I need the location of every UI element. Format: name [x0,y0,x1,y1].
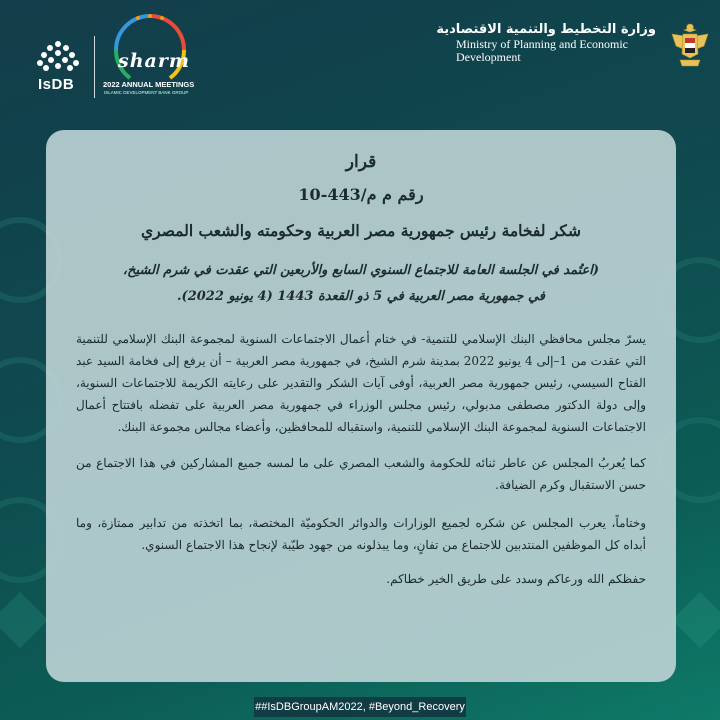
hashtag-banner: ##IsDBGroupAM2022, #Beyond_Recovery [254,697,466,717]
decree-number: رقم م م/443-10 [298,185,424,204]
decree-heading: قرار [345,152,377,172]
decree-closing: حفظكم الله ورعاكم وسدد على طريق الخير خطاكم. [386,572,646,586]
decree-paragraph-3: وختاماً، يعرب المجلس عن شكره لجميع الوزارات والدوائر الحكوميّة المختصة، بما اتخذته من تدابير ممتازة، وما أبداه كل الموظفين المنتدبين للاجتماع من تفانٍ، وما يبذلونه من جهود طيّبة لإنجاح هذا الاجتماع السنوي. [76,516,646,552]
ministry-name-arabic: وزارة التخطيط والتنمية الاقتصادية [436,22,656,37]
egypt-eagle-emblem-icon [668,20,712,72]
logo-divider [94,36,95,98]
isdb-logo-text: IsDB [38,76,75,93]
adoption-note-line1: (اعتُمد في الجلسة العامة للاجتماع السنوي السابع والأربعين التي عقدت في شرم الشيخ، [122,263,600,278]
annual-meetings-logo-word: sharm [118,50,190,72]
ministry-name-english-line2: Development [456,50,521,64]
decree-paragraph-1: يسرّ مجلس محافظي البنك الإسلامي للتنمية- في ختام أعمال الاجتماعات السنوية لمجموعة البنك الإسلامي للتنمية التي عقدت من 1–إلى 4 يونيو 2022 بمدينة شرم الشيخ، في جمهورية مصر العربية – أن يرفع إلى فخامة السيد عبد الفتاح السيسي، رئيس جمهورية مصر العربية، أوفى آيات الشكر والتقدير على رعايته الكريمة للاجتماعات السنوية، وإلى دولة الدكتور مصطفى مدبولي، رئيس مجلس الوزراء في جمهورية مصر العربية على تفضله بافتتاح أعمال الاجتماعات السنوية لمجموعة البنك الإسلامي للتنمية، واستقباله للمحافظين، وأعضاء مجالس مجموعة البنك. [76,332,646,434]
decree-paragraph-2: كما يُعربُ المجلس عن عاطر ثنائه للحكومة والشعب المصري على ما لمسه جميع المشاركين في هذا الاجتماع من حسن الاستقبال وكرم الضيافة. [76,456,646,492]
adoption-note-line2: في جمهورية مصر العربية في 5 ذو القعدة 1443 (4 يونيو 2022). [177,289,545,304]
ministry-name-english-line1: Ministry of Planning and Economic [456,37,628,51]
decree-card [46,130,676,682]
ministry-header [436,20,712,80]
adoption-note [76,258,646,310]
decree-subject: شكر لفخامة رئيس جمهورية مصر العربية وحكومته والشعب المصري [141,221,581,240]
annual-meetings-logo-title: 2022 ANNUAL MEETINGS [103,80,195,89]
annual-meetings-logo-subtitle: ISLAMIC DEVELOPMENT BANK GROUP [104,90,189,95]
